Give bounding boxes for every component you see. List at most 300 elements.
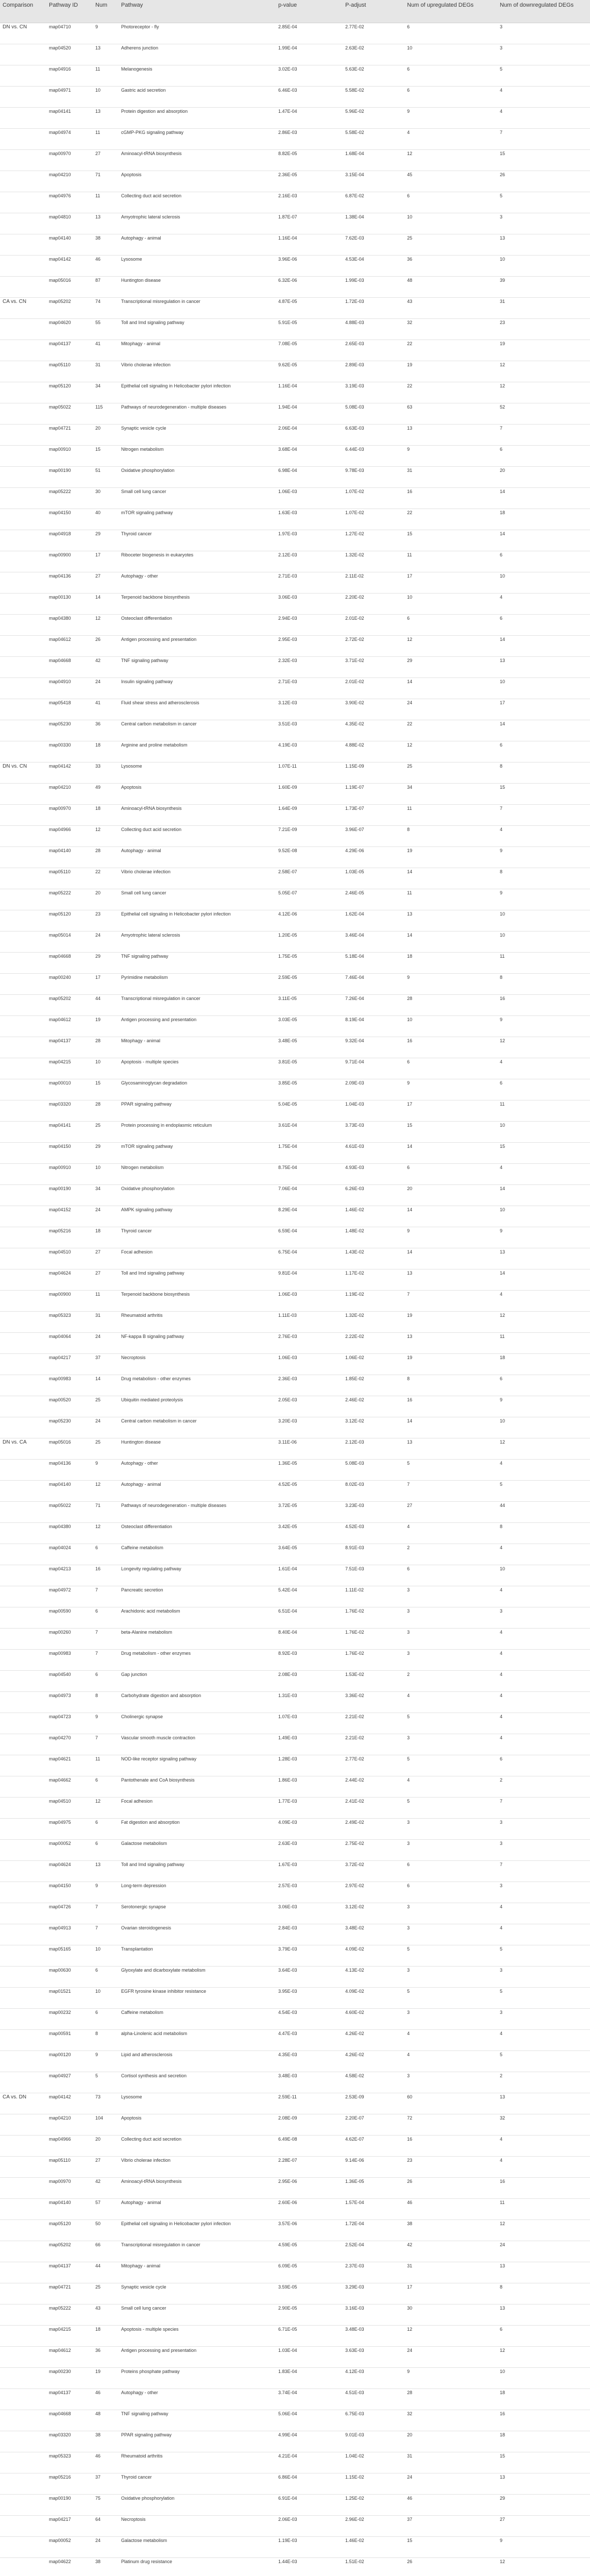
cell-num: 17	[93, 551, 119, 572]
cell-num: 20	[93, 425, 119, 446]
cell-num: 44	[93, 2262, 119, 2283]
cell-pathway-id: map04927	[46, 2072, 93, 2093]
cell-p-value: 4.54E-03	[276, 2009, 343, 2030]
cell-p-value: 5.05E-07	[276, 889, 343, 910]
cell-num: 27	[93, 2157, 119, 2178]
cell-pathway-id: map04140	[46, 2199, 93, 2220]
cell-downregulated: 10	[497, 678, 590, 699]
cell-p-value: 1.20E-05	[276, 931, 343, 953]
table-row	[0, 1734, 590, 1755]
cell-pathway-id: map05202	[46, 298, 93, 319]
cell-p-value: 9.52E-08	[276, 847, 343, 868]
cell-pathway-id: map04974	[46, 129, 93, 150]
cell-p-adjust: 3.12E-02	[343, 1417, 404, 1438]
cell-num: 11	[93, 129, 119, 150]
cell-pathway-id: map00630	[46, 1967, 93, 1988]
cell-downregulated: 4	[497, 1692, 590, 1713]
cell-p-adjust: 1.15E-02	[343, 2473, 404, 2495]
cell-pathway: Vibrio cholerae infection	[119, 361, 276, 382]
table-row	[0, 995, 590, 1016]
cell-upregulated: 23	[404, 2157, 497, 2178]
cell-p-value: 2.63E-03	[276, 1840, 343, 1861]
cell-num: 24	[93, 678, 119, 699]
cell-upregulated: 6	[404, 1861, 497, 1882]
cell-downregulated: 3	[497, 23, 590, 44]
table-row	[0, 2537, 590, 2558]
cell-p-adjust: 2.52E-04	[343, 2241, 404, 2262]
cell-upregulated: 16	[404, 488, 497, 509]
cell-comparison	[0, 234, 46, 256]
cell-pathway: Mitophagy - animal	[119, 340, 276, 361]
cell-p-adjust: 1.51E-02	[343, 2558, 404, 2576]
cell-p-value: 8.29E-04	[276, 1206, 343, 1227]
cell-comparison	[0, 1396, 46, 1417]
cell-pathway: Pyrimidine metabolism	[119, 974, 276, 995]
cell-upregulated: 30	[404, 2304, 497, 2326]
cell-comparison	[0, 1776, 46, 1798]
cell-p-value: 4.09E-03	[276, 1819, 343, 1840]
cell-upregulated: 24	[404, 2347, 497, 2368]
table-row	[0, 551, 590, 572]
table-row	[0, 1819, 590, 1840]
cell-pathway-id: map04622	[46, 2558, 93, 2576]
cell-upregulated: 72	[404, 2114, 497, 2136]
cell-pathway-id: map05222	[46, 889, 93, 910]
table-row	[0, 403, 590, 425]
cell-num: 24	[93, 1206, 119, 1227]
cell-comparison	[0, 1037, 46, 1058]
cell-p-adjust: 4.26E-02	[343, 2051, 404, 2072]
cell-p-adjust: 6.87E-02	[343, 192, 404, 213]
cell-pathway: PPAR signaling pathway	[119, 1100, 276, 1122]
cell-downregulated: 7	[497, 129, 590, 150]
cell-p-value: 2.86E-03	[276, 129, 343, 150]
cell-pathway-id: map00010	[46, 1079, 93, 1100]
cell-p-adjust: 1.25E-02	[343, 2495, 404, 2516]
cell-comparison	[0, 1502, 46, 1523]
cell-pathway-id: map04624	[46, 1269, 93, 1291]
cell-upregulated: 45	[404, 171, 497, 192]
cell-p-value: 5.04E-05	[276, 1100, 343, 1122]
cell-comparison	[0, 2347, 46, 2368]
table-row	[0, 1143, 590, 1164]
cell-num: 6	[93, 1671, 119, 1692]
cell-num: 24	[93, 931, 119, 953]
cell-comparison	[0, 2326, 46, 2347]
cell-p-adjust: 2.37E-03	[343, 2262, 404, 2283]
cell-pathway: Drug metabolism - other enzymes	[119, 1375, 276, 1396]
cell-pathway-id: map04210	[46, 784, 93, 805]
cell-pathway: Small cell lung cancer	[119, 2304, 276, 2326]
table-row	[0, 2283, 590, 2304]
cell-pathway: Focal adhesion	[119, 1798, 276, 1819]
cell-p-value: 6.59E-04	[276, 1227, 343, 1248]
table-row	[0, 1967, 590, 1988]
cell-pathway: TNF signaling pathway	[119, 2410, 276, 2431]
cell-num: 28	[93, 1037, 119, 1058]
cell-num: 34	[93, 1185, 119, 1206]
cell-pathway: Apoptosis	[119, 2114, 276, 2136]
cell-comparison	[0, 699, 46, 720]
table-row	[0, 2199, 590, 2220]
cell-upregulated: 3	[404, 1819, 497, 1840]
table-row	[0, 1671, 590, 1692]
cell-upregulated: 16	[404, 2136, 497, 2157]
cell-p-value: 4.21E-04	[276, 2452, 343, 2473]
cell-upregulated: 2	[404, 1671, 497, 1692]
cell-downregulated: 7	[497, 805, 590, 826]
cell-p-adjust: 4.62E-07	[343, 2136, 404, 2157]
cell-downregulated: 9	[497, 1016, 590, 1037]
cell-pathway-id: map00900	[46, 551, 93, 572]
cell-upregulated: 14	[404, 1143, 497, 1164]
cell-upregulated: 15	[404, 1122, 497, 1143]
cell-num: 41	[93, 340, 119, 361]
cell-downregulated: 4	[497, 108, 590, 129]
cell-pathway-id: map05222	[46, 2304, 93, 2326]
cell-num: 14	[93, 1375, 119, 1396]
cell-comparison	[0, 995, 46, 1016]
cell-pathway: Lysosome	[119, 762, 276, 784]
cell-upregulated: 6	[404, 192, 497, 213]
table-body	[0, 23, 590, 2576]
cell-upregulated: 26	[404, 2178, 497, 2199]
cell-p-adjust: 1.04E-03	[343, 1100, 404, 1122]
cell-pathway: Vibrio cholerae infection	[119, 868, 276, 889]
cell-num: 42	[93, 2178, 119, 2199]
cell-comparison	[0, 2157, 46, 2178]
cell-pathway-id: map04140	[46, 234, 93, 256]
cell-upregulated: 6	[404, 1164, 497, 1185]
cell-pathway: Mitophagy - animal	[119, 2262, 276, 2283]
cell-pathway-id: map04612	[46, 636, 93, 657]
cell-pathway-id: map04210	[46, 2114, 93, 2136]
cell-num: 18	[93, 805, 119, 826]
cell-p-value: 3.64E-03	[276, 1967, 343, 1988]
cell-pathway: Oxidative phosphorylation	[119, 2495, 276, 2516]
cell-pathway: beta-Alanine metabolism	[119, 1629, 276, 1650]
cell-upregulated: 6	[404, 1882, 497, 1903]
cell-p-adjust: 2.77E-02	[343, 23, 404, 44]
cell-comparison	[0, 1143, 46, 1164]
cell-num: 51	[93, 467, 119, 488]
cell-pathway: Arachidonic acid metabolism	[119, 1607, 276, 1629]
cell-pathway-id: map04972	[46, 1586, 93, 1607]
cell-pathway: Toll and Imd signaling pathway	[119, 319, 276, 340]
cell-comparison	[0, 2199, 46, 2220]
table-row	[0, 762, 590, 784]
cell-p-value: 1.07E-11	[276, 762, 343, 784]
cell-pathway-id: map05022	[46, 403, 93, 425]
cell-num: 29	[93, 530, 119, 551]
cell-downregulated: 4	[497, 2136, 590, 2157]
cell-comparison	[0, 1058, 46, 1079]
cell-upregulated: 24	[404, 699, 497, 720]
cell-p-value: 1.49E-03	[276, 1734, 343, 1755]
cell-pathway: Vascular smooth muscle contraction	[119, 1734, 276, 1755]
cell-upregulated: 3	[404, 1840, 497, 1861]
cell-comparison	[0, 910, 46, 931]
cell-num: 36	[93, 720, 119, 741]
cell-p-value: 1.11E-03	[276, 1312, 343, 1333]
cell-p-adjust: 1.17E-02	[343, 1269, 404, 1291]
cell-num: 55	[93, 319, 119, 340]
cell-pathway-id: map00232	[46, 2009, 93, 2030]
cell-upregulated: 13	[404, 1438, 497, 1460]
cell-p-adjust: 2.12E-03	[343, 1438, 404, 1460]
cell-downregulated: 6	[497, 615, 590, 636]
cell-comparison	[0, 741, 46, 762]
cell-num: 48	[93, 2410, 119, 2431]
cell-num: 34	[93, 382, 119, 403]
cell-num: 17	[93, 974, 119, 995]
table-row	[0, 23, 590, 44]
cell-comparison	[0, 1798, 46, 1819]
cell-pathway-id: map04150	[46, 1882, 93, 1903]
cell-upregulated: 5	[404, 1798, 497, 1819]
cell-pathway: Autophagy - animal	[119, 1481, 276, 1502]
cell-downregulated: 5	[497, 2051, 590, 2072]
cell-upregulated: 13	[404, 910, 497, 931]
cell-p-adjust: 1.27E-02	[343, 530, 404, 551]
cell-p-adjust: 9.71E-04	[343, 1058, 404, 1079]
cell-p-value: 1.83E-04	[276, 2368, 343, 2389]
cell-comparison	[0, 594, 46, 615]
cell-comparison	[0, 1650, 46, 1671]
cell-upregulated: 11	[404, 889, 497, 910]
cell-comparison	[0, 1924, 46, 1945]
cell-downregulated: 10	[497, 572, 590, 594]
header-pathway: Pathway	[119, 0, 276, 23]
table-row	[0, 826, 590, 847]
table-row	[0, 1502, 590, 1523]
table-row	[0, 1586, 590, 1607]
cell-downregulated: 8	[497, 974, 590, 995]
cell-p-value: 2.95E-03	[276, 636, 343, 657]
cell-downregulated: 16	[497, 2410, 590, 2431]
cell-pathway: Toll and Imd signaling pathway	[119, 1269, 276, 1291]
cell-downregulated: 8	[497, 762, 590, 784]
table-row	[0, 87, 590, 108]
cell-downregulated: 6	[497, 446, 590, 467]
cell-downregulated: 11	[497, 1333, 590, 1354]
cell-p-adjust: 2.01E-02	[343, 615, 404, 636]
cell-downregulated: 52	[497, 403, 590, 425]
cell-downregulated: 5	[497, 1945, 590, 1967]
cell-pathway-id: map04726	[46, 1903, 93, 1924]
cell-pathway-id: map00330	[46, 741, 93, 762]
cell-p-adjust: 3.46E-04	[343, 931, 404, 953]
cell-p-adjust: 7.51E-03	[343, 1565, 404, 1586]
cell-downregulated: 13	[497, 2262, 590, 2283]
cell-comparison	[0, 108, 46, 129]
cell-upregulated: 3	[404, 1650, 497, 1671]
cell-pathway: Amyotrophic lateral sclerosis	[119, 213, 276, 234]
cell-upregulated: 11	[404, 805, 497, 826]
cell-pathway-id: map04152	[46, 1206, 93, 1227]
cell-comparison	[0, 1460, 46, 1481]
cell-p-value: 5.91E-05	[276, 319, 343, 340]
cell-upregulated: 17	[404, 2283, 497, 2304]
cell-upregulated: 14	[404, 868, 497, 889]
cell-p-adjust: 2.09E-03	[343, 1079, 404, 1100]
cell-pathway: Fluid shear stress and atherosclerosis	[119, 699, 276, 720]
cell-p-adjust: 5.63E-02	[343, 65, 404, 87]
cell-pathway: Proteins phosphate pathway	[119, 2368, 276, 2389]
cell-pathway: Antigen processing and presentation	[119, 636, 276, 657]
cell-p-value: 1.47E-04	[276, 108, 343, 129]
cell-downregulated: 18	[497, 1354, 590, 1375]
table-row	[0, 108, 590, 129]
table-row	[0, 2072, 590, 2093]
cell-pathway-id: map04662	[46, 1776, 93, 1798]
cell-num: 12	[93, 1481, 119, 1502]
cell-p-adjust: 8.19E-04	[343, 1016, 404, 1037]
header-downregulated-degs: Num of downregulated DEGs	[497, 0, 590, 23]
cell-p-adjust: 4.26E-02	[343, 2030, 404, 2051]
cell-p-value: 3.51E-03	[276, 720, 343, 741]
cell-pathway: TNF signaling pathway	[119, 657, 276, 678]
cell-upregulated: 12	[404, 2326, 497, 2347]
cell-p-adjust: 2.63E-02	[343, 44, 404, 65]
cell-comparison	[0, 488, 46, 509]
cell-p-value: 6.09E-05	[276, 2262, 343, 2283]
cell-upregulated: 32	[404, 319, 497, 340]
cell-p-value: 3.06E-03	[276, 594, 343, 615]
cell-p-adjust: 1.76E-02	[343, 1629, 404, 1650]
cell-p-adjust: 2.97E-02	[343, 1882, 404, 1903]
cell-p-adjust: 6.63E-03	[343, 425, 404, 446]
cell-p-value: 1.03E-04	[276, 2347, 343, 2368]
cell-comparison: DN vs. CN	[0, 762, 46, 784]
cell-upregulated: 14	[404, 1206, 497, 1227]
cell-comparison	[0, 1227, 46, 1248]
cell-downregulated: 18	[497, 2431, 590, 2452]
cell-pathway-id: map05120	[46, 2220, 93, 2241]
cell-pathway-id: map05230	[46, 1417, 93, 1438]
table-row	[0, 1122, 590, 1143]
cell-comparison	[0, 1206, 46, 1227]
cell-pathway: Small cell lung cancer	[119, 488, 276, 509]
cell-downregulated: 10	[497, 1122, 590, 1143]
cell-pathway: Focal adhesion	[119, 1248, 276, 1269]
table-row	[0, 277, 590, 298]
cell-pathway: NF-kappa B signaling pathway	[119, 1333, 276, 1354]
cell-p-adjust: 2.21E-02	[343, 1734, 404, 1755]
cell-downregulated: 4	[497, 1671, 590, 1692]
cell-p-value: 3.11E-05	[276, 995, 343, 1016]
cell-p-adjust: 1.03E-05	[343, 868, 404, 889]
cell-pathway-id: map04721	[46, 425, 93, 446]
cell-pathway-id: map03320	[46, 1100, 93, 1122]
cell-pathway: Apoptosis	[119, 784, 276, 805]
table-row	[0, 868, 590, 889]
cell-downregulated: 4	[497, 1650, 590, 1671]
cell-upregulated: 6	[404, 23, 497, 44]
cell-p-adjust: 8.02E-03	[343, 1481, 404, 1502]
cell-p-adjust: 6.75E-03	[343, 2410, 404, 2431]
cell-upregulated: 38	[404, 2220, 497, 2241]
cell-downregulated: 13	[497, 2304, 590, 2326]
cell-num: 11	[93, 1755, 119, 1776]
cell-comparison	[0, 1417, 46, 1438]
cell-downregulated: 44	[497, 1502, 590, 1523]
cell-p-value: 1.75E-04	[276, 1143, 343, 1164]
cell-p-value: 3.79E-03	[276, 1945, 343, 1967]
cell-pathway-id: map04540	[46, 1671, 93, 1692]
cell-pathway-id: map04217	[46, 2516, 93, 2537]
cell-downregulated: 27	[497, 2516, 590, 2537]
cell-pathway: Thyroid cancer	[119, 530, 276, 551]
table-row	[0, 1417, 590, 1438]
cell-p-value: 6.49E-08	[276, 2136, 343, 2157]
cell-p-adjust: 2.49E-02	[343, 1819, 404, 1840]
cell-p-adjust: 4.88E-02	[343, 741, 404, 762]
cell-pathway-id: map04150	[46, 509, 93, 530]
table-row	[0, 1544, 590, 1565]
cell-p-value: 4.59E-05	[276, 2241, 343, 2262]
cell-p-adjust: 3.90E-02	[343, 699, 404, 720]
cell-pathway-id: map04270	[46, 1734, 93, 1755]
cell-comparison	[0, 826, 46, 847]
cell-upregulated: 20	[404, 1185, 497, 1206]
cell-p-value: 4.52E-05	[276, 1481, 343, 1502]
cell-pathway-id: map04150	[46, 1143, 93, 1164]
cell-pathway: Collecting duct acid secretion	[119, 2136, 276, 2157]
cell-p-value: 2.95E-06	[276, 2178, 343, 2199]
cell-pathway-id: map04213	[46, 1565, 93, 1586]
cell-upregulated: 14	[404, 1248, 497, 1269]
cell-comparison	[0, 551, 46, 572]
table-row	[0, 699, 590, 720]
cell-comparison	[0, 129, 46, 150]
cell-p-value: 3.61E-04	[276, 1122, 343, 1143]
cell-pathway: Glycosaminoglycan degradation	[119, 1079, 276, 1100]
cell-pathway: Transcriptional misregulation in cancer	[119, 995, 276, 1016]
cell-p-adjust: 3.71E-02	[343, 657, 404, 678]
cell-upregulated: 6	[404, 65, 497, 87]
cell-comparison	[0, 974, 46, 995]
cell-pathway-id: map04976	[46, 192, 93, 213]
cell-num: 66	[93, 2241, 119, 2262]
cell-downregulated: 11	[497, 1100, 590, 1122]
cell-pathway-id: map04668	[46, 2410, 93, 2431]
cell-p-adjust: 1.99E-03	[343, 277, 404, 298]
cell-downregulated: 3	[497, 1967, 590, 1988]
cell-upregulated: 7	[404, 1291, 497, 1312]
cell-pathway-id: map04380	[46, 615, 93, 636]
cell-num: 19	[93, 2368, 119, 2389]
cell-upregulated: 10	[404, 213, 497, 234]
cell-upregulated: 3	[404, 1924, 497, 1945]
table-row	[0, 1269, 590, 1291]
cell-p-adjust: 1.76E-02	[343, 1650, 404, 1671]
cell-p-value: 6.98E-04	[276, 467, 343, 488]
cell-p-adjust: 6.44E-03	[343, 446, 404, 467]
cell-downregulated: 17	[497, 699, 590, 720]
cell-p-adjust: 4.13E-02	[343, 1967, 404, 1988]
cell-pathway-id: map05202	[46, 2241, 93, 2262]
cell-upregulated: 19	[404, 361, 497, 382]
cell-downregulated: 15	[497, 784, 590, 805]
cell-p-adjust: 8.91E-03	[343, 1544, 404, 1565]
cell-upregulated: 9	[404, 446, 497, 467]
cell-p-adjust: 2.20E-02	[343, 594, 404, 615]
cell-downregulated: 5	[497, 192, 590, 213]
cell-pathway: Terpenoid backbone biosynthesis	[119, 1291, 276, 1312]
cell-pathway: Thyroid cancer	[119, 1227, 276, 1248]
cell-upregulated: 9	[404, 2368, 497, 2389]
